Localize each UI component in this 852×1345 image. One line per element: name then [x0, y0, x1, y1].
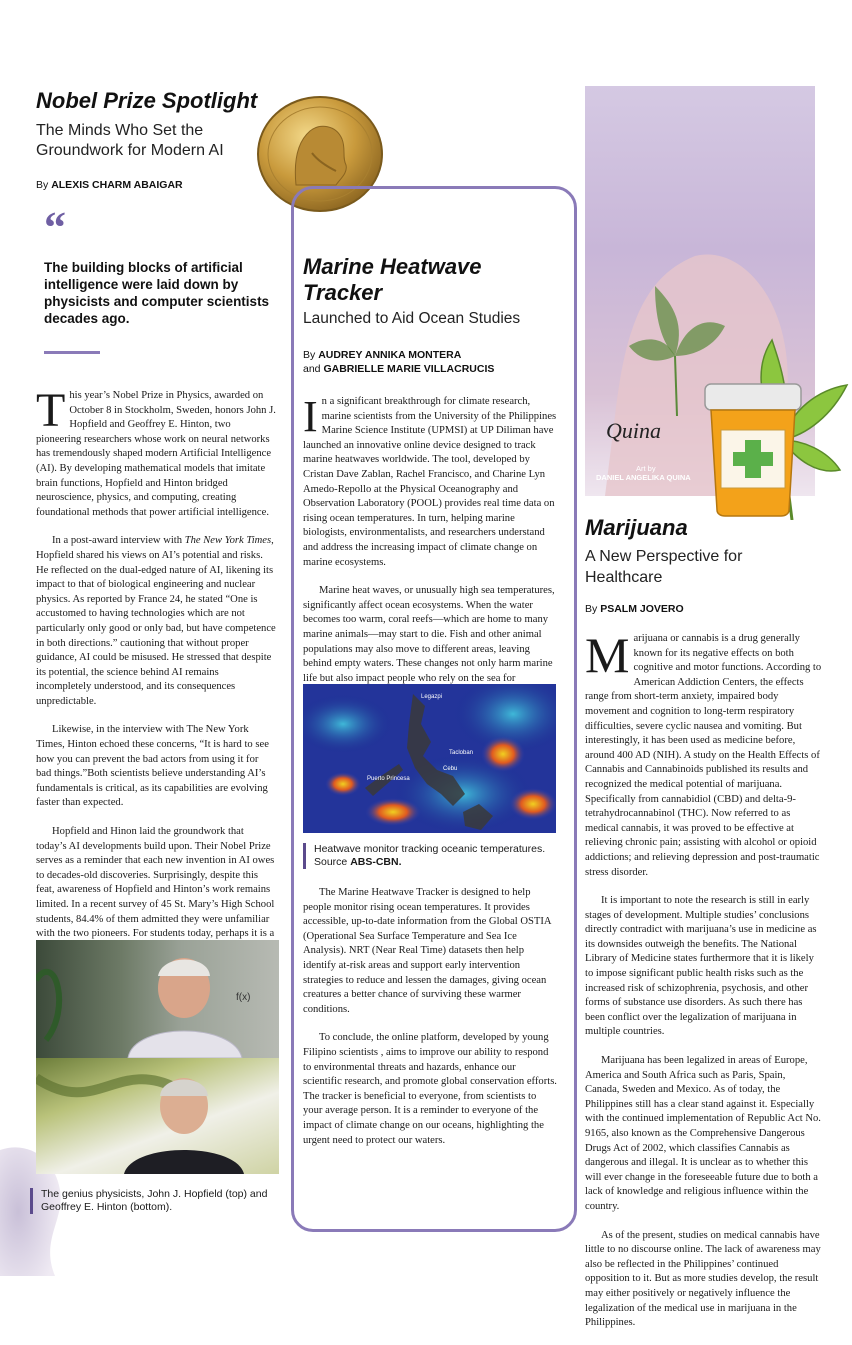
article2-body-top — [303, 392, 557, 715]
article2-paragraph: To conclude, the online platform, developed by young Filipino scientists , aims to improve our ability to respond to environmental threats and hazards, enhance our scientific research, and promote global conservation efforts. The tracker is beneficial to everyone, from scientists to your average person. It is a reminder to everyone of the impact of climate change on our oceans, highlighting the urgent need to protect our waters. — [303, 1032, 557, 1146]
article1-paragraph: In a post-award interview with — [52, 535, 185, 547]
art-credit-label: Art by — [636, 464, 656, 473]
byline-and: and — [303, 363, 321, 375]
photo-hinton — [36, 1058, 279, 1174]
article2-paragraph: Marine heat waves, or unusually high sea temperatures, significantly affect ocean ecosystems. When the water becomes too warm, coral reefs—which are home to many marine animals—may start to die. Fish and other animal populations may also move to different areas, leaving behind empty waters. These changes not only harm marine life but also impact people who rely on the sea for — [303, 585, 555, 684]
art-credit — [596, 464, 706, 482]
pull-quote-rule — [44, 351, 100, 354]
article2-body-bottom — [303, 886, 557, 1162]
map-label: Puerto Princesa — [367, 776, 410, 782]
pull-quote: The building blocks of artificial intelligence were laid down by physicists and computer scientists decades ago. — [44, 260, 270, 326]
article3-paragraph: arijuana or cannabis is a drug generally known for its negative effects on both cognitive and motor functions. According to American Addiction Centers, the effects range from short-term anxiety, impaired body movement and cognition to long-term respiratory difficulties, severe cyclic nausea and vomiting. But interestingly, it has been used as medicine before, around 400 AD (NIH). A study on the Health Effects of Cannabis and Cannabinoids published its results and recognized the medical potential of marijuana. Specifically from cannabidiol (CBD) and delta-9-tetrahydrocannabinol (THC). Now referred to as medical cannabis, it was proved to be effective at relieving chronic pain; assisting with alcohol or opioid addictions; and relieving depression and post-traumatic stress disorder. — [585, 633, 822, 878]
article3-kicker: Marijuana — [585, 515, 688, 540]
article1-paragraph: his year’s Nobel Prize in Physics, awarded on October 8 in Stockholm, Sweden, honors John J. Hopfield and Geoffrey E. Hinton, two pioneering researchers whose work on neural networks has tremendously shaped modern Artificial Intelligence (AI). By developing mathematical models that imitate brain functions, Hopfield and Hinton bridged neuroscience, physics, and computing, creating foundational methods that power artificial intelligence. — [36, 390, 276, 518]
article1-byline — [36, 179, 183, 191]
photo-caption: The genius physicists, John J. Hopfield (top) and Geoffrey E. Hinton (bottom). — [30, 1188, 271, 1214]
dropcap: M — [585, 627, 630, 683]
heatwave-map — [303, 684, 556, 833]
author-name: GABRIELLE MARIE VILLACRUCIS — [323, 363, 495, 375]
article2-byline — [303, 348, 494, 376]
map-caption — [303, 843, 554, 869]
article3-byline — [585, 603, 684, 615]
dropcap: T — [36, 384, 66, 437]
article2-paragraph: n a significant breakthrough for climate research, marine scientists from the University of the Philippines Marine Science Institute (UPMSI) at UP Diliman have launched an innovative online device designed to track marine heatwaves worldwide. The tool, developed by Cristan Dave Zablan, Rachel Francisco, and Charine Lyn Amedo-Repollo at the Physical Oceanography and Observation Laboratory (POOL) provides real time data on rising ocean temperatures. In turn, helping marine biologists, environmentalists, and researchers understand and address the increasing impact of climate change on marine ecosystems. — [303, 396, 557, 568]
article2-kicker: Marine Heatwave Tracker — [303, 254, 482, 305]
photo-hopfield — [36, 940, 279, 1058]
caption-source: ABS-CBN. — [350, 856, 402, 868]
article3-paragraph: It is important to note the research is still in early stages of development. Multiple studies’ conclusions directly contradict with marijuana’s use in medicine as its downsides outweigh the benefits. The National Library of Medicine states furthermore that it is likely to impose significant public health risks such as the increased risk of schizophrenia, psychosis, and other forms of substance use disorders. As such there has been conflict over the legalization of marijuana in multiple countries. — [585, 895, 817, 1038]
author-name: AUDREY ANNIKA MONTERA — [318, 349, 462, 361]
article3-subtitle: A New Perspective for Healthcare — [585, 548, 743, 586]
author-name: PSALM JOVERO — [600, 603, 684, 615]
article1-paragraph: Hopfield and Hinon laid the groundwork that today’s AI developments build upon. Their Nobel Prize serves as a reminder that each new invention in AI owes to decades-old discoveries. Surprisingly, despite this feat, awareness of Hopfield and Hinton’s work remains limited. In a recent survey of 45 St. Mary’s High School students, 84.4% of them admitted they were unfamiliar with the two pioneers. For students today, perhaps it is a — [36, 826, 275, 940]
article2-subtitle: Launched to Aid Ocean Studies — [303, 310, 521, 327]
dropcap: I — [303, 392, 318, 441]
article3-paragraph: Marijuana has been legalized in areas of Europe, America and South Africa such as Paris, Spain, Canada, Sweden and Mexico. As of today, the Philippines still has a clear stand against it. Especially with the continued implementation of Republic Act No. 9165, also known as the Comprehensive Dangerous Drugs Act of 2002, which classifies Cannabis as dangerous and illegal. It is unclear as to whether this will ever change in the foreseeable future due to both a lack of knowledge and religious influence within the country. — [585, 1055, 821, 1212]
article1-kicker: Nobel Prize Spotlight — [36, 88, 258, 113]
byline-prefix: By — [36, 179, 49, 191]
author-name: ALEXIS CHARM ABAIGAR — [51, 179, 183, 191]
article1-body — [36, 384, 276, 985]
article3-paragraph: As of the present, studies on medical cannabis have little to no discourse online. The lack of awareness may also be reflected in the Philippines’ continued opposition to it. But as more studies develop, the result may either positively or negatively influence the legalization of the medical use in marijuana in the Philippines. — [585, 1229, 821, 1329]
publication-name: The New York Times — [184, 535, 272, 547]
map-label: Cebu — [443, 766, 458, 772]
byline-prefix: By — [303, 349, 316, 361]
map-label: Legazpi — [421, 694, 443, 700]
caption-text: Heatwave monitor tracking oceanic temperatures. Source — [314, 843, 546, 868]
article3-body — [585, 627, 822, 1345]
art-credit-name: DANIEL ANGELIKA QUINA — [596, 473, 691, 482]
quote-mark: “ — [44, 203, 66, 252]
art-signature: Quina — [606, 418, 661, 443]
pill-bottle-icon — [693, 378, 813, 518]
article2-paragraph: The Marine Heatwave Tracker is designed to help people monitor rising ocean temperatures. It provides accessible, up-to-date information from the Global OSTIA (Operational Sea Surface Temperature and Sea Ice Analysis). NRT (Near Real Time) datasets then help identify at-risk areas and support early intervention strategies to reduce and lessen the damages, giving ocean creatures a better chance of surviving these warmer conditions. — [303, 887, 552, 1015]
byline-prefix: By — [585, 603, 598, 615]
article1-paragraph: Likewise, in the interview with The New York Times, Hinton echoed these concerns, “It is hard to see how you can prevent the bad actors from using it for bad things.”Both scientists believe understanding AI’s fundamentals is critical, as its capabilities are evolving faster than expected. — [36, 724, 269, 809]
svg-text:f(x): f(x) — [236, 992, 251, 1003]
map-label: Tacloban — [449, 750, 474, 756]
article1-subtitle: The Minds Who Set the Groundwork for Modern AI — [36, 122, 224, 159]
article1-paragraph: , Hopfield shared his views on AI’s potential and risks. He reflected on the dual-edged nature of AI, likening its impact to that of biological engineering and nuclear physics. As reported by France 24, he stated “One is accustomed to having technologies which are not particularly only good or only bad, but have competence in both directions.” cautioning that without proper guidance, AI could be misused. He stressed that despite its potential, the science behind AI remains incompletely understood, and its consequences unpredictable. — [36, 535, 276, 707]
